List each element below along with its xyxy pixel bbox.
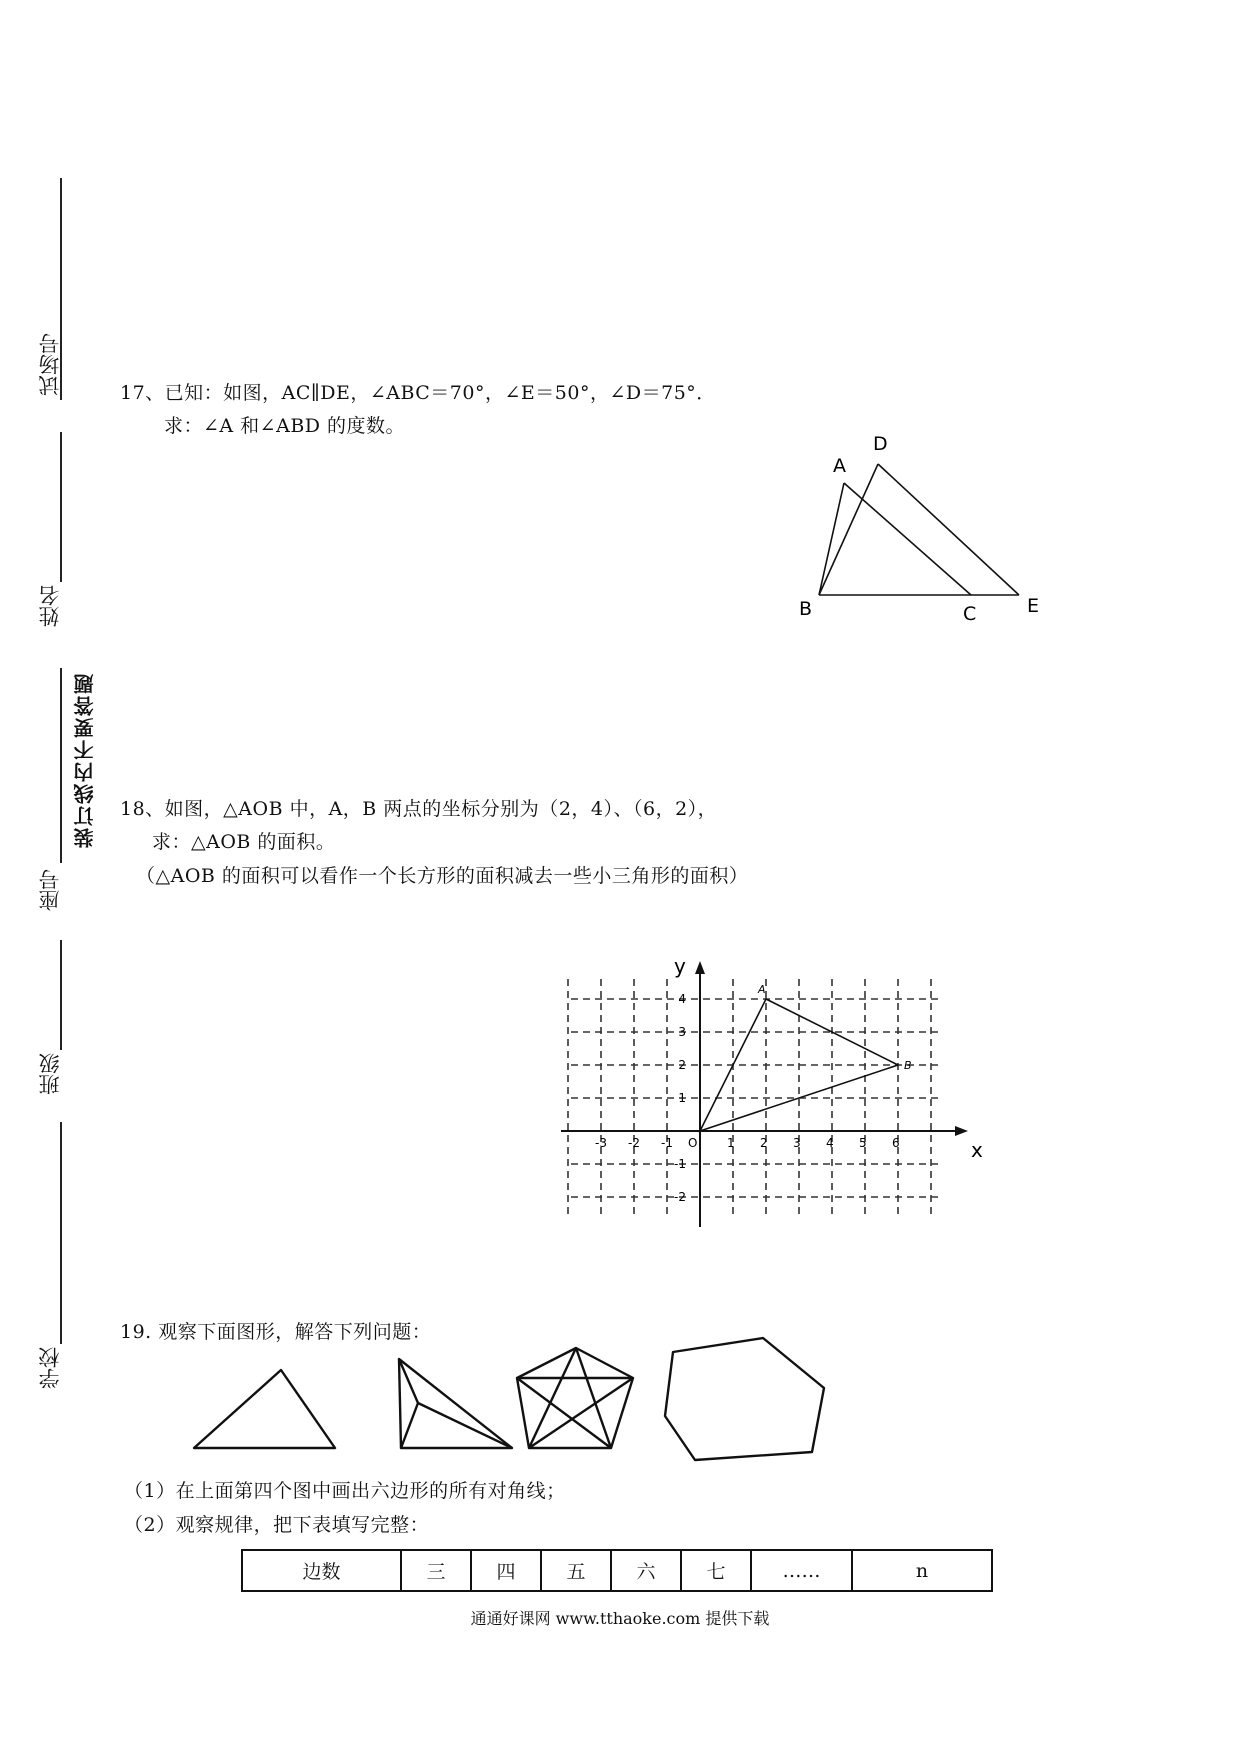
- x-tick-label: -2: [628, 1136, 640, 1150]
- segment-ab: [819, 483, 844, 595]
- q17-figure: [780, 420, 1060, 630]
- label-a: A: [833, 455, 846, 477]
- shape-quadrilateral: [399, 1359, 512, 1448]
- x-tick-label: 3: [793, 1136, 801, 1150]
- seat-label: 座号: [38, 869, 62, 911]
- x-axis-label: x: [971, 1138, 983, 1162]
- footer-credit: 通通好课网 www.tthaoke.com 提供下载: [470, 1609, 770, 1628]
- y-tick-label: 1: [678, 1091, 686, 1105]
- shape-hexagon: [665, 1338, 824, 1460]
- y-axis-arrow: [695, 961, 705, 974]
- q19-part1: （1）在上面第四个图中画出六边形的所有对角线；: [124, 1480, 566, 1502]
- table-row: [242, 1550, 992, 1591]
- y-tick-label: -1: [674, 1157, 686, 1171]
- y-tick-label: 3: [678, 1025, 686, 1039]
- table-cell: 七: [681, 1550, 751, 1591]
- table-header-cell: 边数: [242, 1550, 401, 1591]
- point-label-a: A: [758, 983, 766, 996]
- table-cell: 三: [401, 1550, 471, 1591]
- q17-line2: 求：∠A 和∠ABD 的度数。: [164, 415, 406, 437]
- y-tick-label: 4: [678, 992, 686, 1006]
- binding-notice: 装订线内不要答题: [73, 672, 97, 848]
- exam-room-label: 试场号: [38, 333, 62, 396]
- x-tick-label: -3: [595, 1136, 607, 1150]
- x-tick-label: 5: [859, 1136, 867, 1150]
- table-cell: 四: [471, 1550, 541, 1591]
- y-tick-label: 2: [678, 1058, 686, 1072]
- y-axis-label: y: [674, 954, 686, 978]
- shape-pentagon: [517, 1348, 633, 1448]
- q18-line2: 求：△AOB 的面积。: [152, 831, 336, 853]
- sides-table: [241, 1549, 993, 1592]
- x-axis-arrow: [955, 1126, 968, 1136]
- q17-line1: 17、已知：如图，AC∥DE，∠ABC＝70°，∠E＝50°，∠D＝75°．: [120, 382, 716, 404]
- label-e: E: [1027, 595, 1040, 617]
- label-d: D: [873, 433, 888, 455]
- x-tick-label: 2: [760, 1136, 768, 1150]
- margin-line-2: [60, 432, 62, 582]
- x-tick-label: 1: [727, 1136, 735, 1150]
- q19-figures: [180, 1320, 910, 1470]
- q19-title: 19. 观察下面图形，解答下列问题：: [120, 1321, 432, 1343]
- shape-triangle: [194, 1370, 335, 1448]
- x-tick-label: -1: [661, 1136, 673, 1150]
- x-tick-label: O: [688, 1136, 698, 1150]
- label-b: B: [799, 598, 813, 620]
- margin-line-4: [60, 940, 62, 1050]
- y-tick-label: -2: [674, 1190, 686, 1204]
- table-cell: n: [852, 1550, 992, 1591]
- school-label: 学校: [38, 1347, 62, 1389]
- q18-line3: （△AOB 的面积可以看作一个长方形的面积减去一些小三角形的面积）: [136, 865, 749, 887]
- margin-line-3: [60, 668, 62, 863]
- table-cell: 六: [611, 1550, 681, 1591]
- x-tick-label: 6: [892, 1136, 900, 1150]
- q18-line1: 18、如图，△AOB 中，A，B 两点的坐标分别为（2，4）、（6，2），: [120, 798, 718, 820]
- segment-bd: [819, 464, 878, 595]
- name-label: 姓名: [38, 585, 62, 627]
- x-tick-label: 4: [826, 1136, 834, 1150]
- label-c: C: [963, 603, 977, 625]
- q19-part2: （2）观察规律，把下表填写完整：: [124, 1514, 430, 1536]
- point-label-b: B: [904, 1059, 912, 1072]
- margin-line-5: [60, 1122, 62, 1344]
- q18-coordinate-plot: [560, 940, 983, 1270]
- class-label: 班级: [38, 1053, 62, 1095]
- segment-ac: [844, 483, 971, 595]
- table-cell: ……: [751, 1550, 852, 1591]
- table-cell: 五: [541, 1550, 611, 1591]
